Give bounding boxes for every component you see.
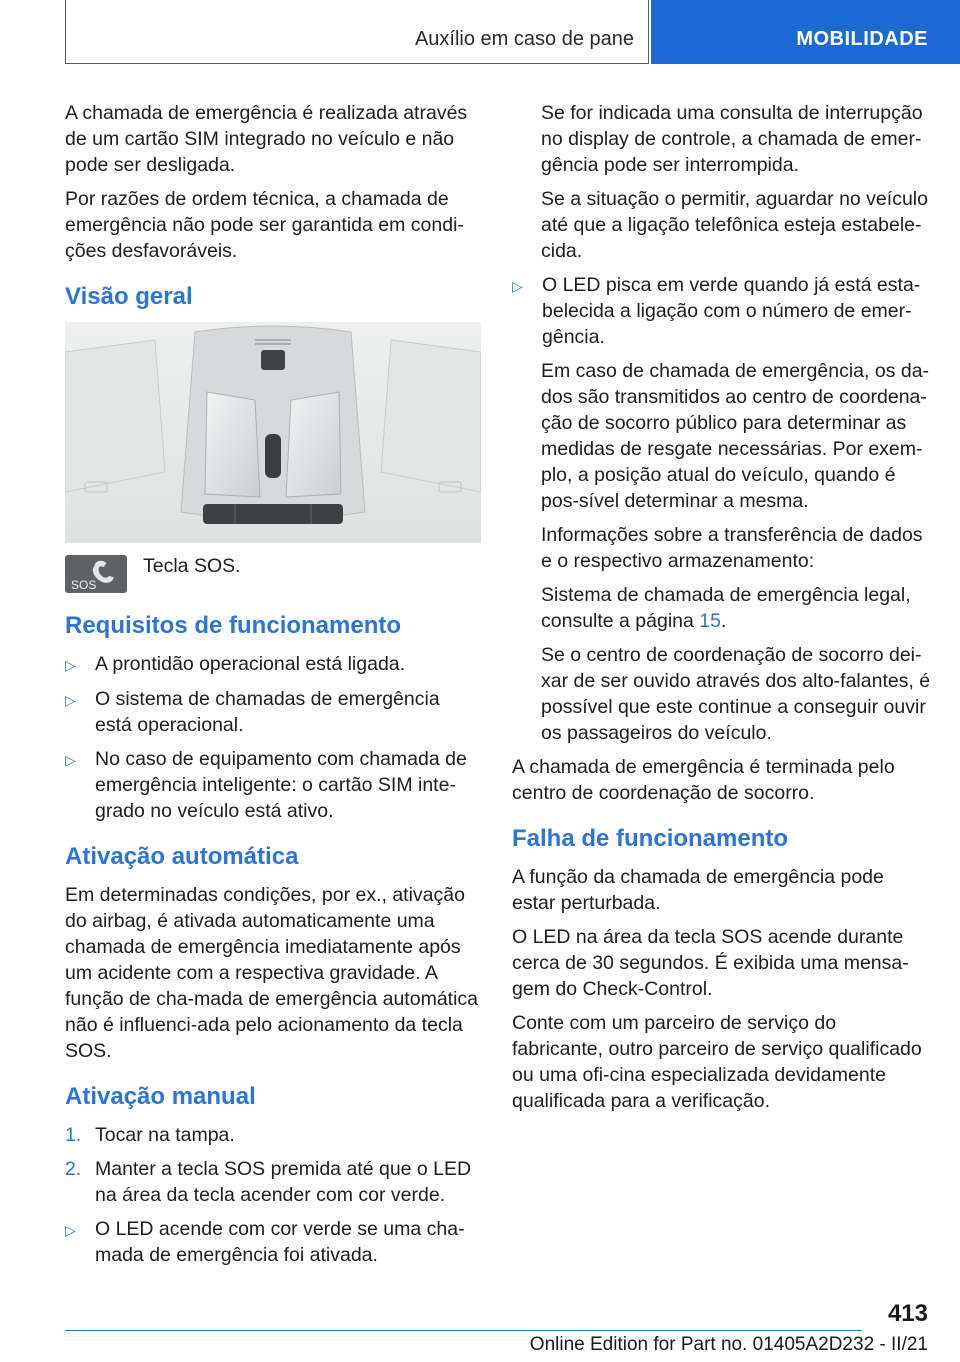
footer-divider (65, 1330, 862, 1331)
header-section-title: Auxílio em caso de pane (414, 28, 634, 50)
edition-note: Online Edition for Part no. 01405A2D232 - II/21 (529, 1334, 928, 1355)
heading-manual-activation: Ativação manual (65, 1083, 256, 1110)
step-number: 1. (65, 1124, 82, 1146)
automatic-activation-paragraph: Em determinadas condições, por ex., ativação do airbag, é ativada automaticamente uma chamada de emergência imediatamente após um acidente com a respectiva gravidade. A função de cha-mada de emergência automática não é influenci-ada pelo acionamento da tecla SOS. (65, 884, 479, 1062)
heading-malfunction: Falha de funcionamento (512, 825, 789, 852)
left-column (65, 100, 481, 1276)
heading-overview: Visão geral (65, 283, 193, 310)
indented-paragraph: Se a situação o permitir, aguardar no veículo até que a ligação telefônica esteja estabele-cida. (541, 188, 928, 262)
list-item: 1. Tocar na tampa. (65, 1124, 235, 1146)
indented-paragraph: Se o centro de coordenação de socorro dei-xar de ser ouvido através dos alto-falantes, é possível que este continue a conseguir ouvir os passageiros do veículo. (541, 644, 931, 744)
list-item: 2. Manter a tecla SOS premida até que o LED na área da tecla acender com cor verde. (65, 1158, 472, 1206)
malfunction-paragraph-2: O LED na área da tecla SOS acende durante cerca de 30 segundos. É exibida uma mensa-gem do Check-Control. (512, 926, 909, 1000)
bullet-arrow-icon: ▷ (512, 278, 523, 294)
header-section-box (65, 0, 649, 64)
malfunction-paragraph-1: A função da chamada de emergência pode estar perturbada. (512, 866, 884, 914)
heading-automatic-activation: Ativação automática (65, 843, 299, 870)
bullet-arrow-icon: ▷ (65, 692, 76, 708)
sos-key-icon (65, 555, 127, 593)
header-chapter-title: MOBILIDADE (796, 28, 928, 50)
list-item: ▷ O LED acende com cor verde se uma cha-mada de emergência foi ativada. (65, 1218, 465, 1266)
malfunction-paragraph-3: Conte com um parceiro de serviço do fabricante, outro parceiro de serviço qualificado ou uma ofi-cina especializada devidamente qualificada para a verificação. (512, 1012, 922, 1112)
list-item: ▷ O LED pisca em verde quando já está esta-belecida a ligação com o número de emer-gência. (512, 274, 921, 348)
end-call-paragraph: A chamada de emergência é terminada pelo centro de coordenação de socorro. (512, 756, 895, 804)
list-item: ▷ A prontidão operacional está ligada. (65, 651, 481, 678)
list-item: ▷ O sistema de chamadas de emergência está operacional. (65, 688, 440, 736)
page-reference-link[interactable]: 15 (699, 610, 721, 632)
header-chapter-tab[interactable] (651, 0, 960, 64)
bullet-arrow-icon: ▷ (65, 1222, 76, 1238)
page-header (65, 0, 960, 64)
indented-paragraph: Informações sobre a transferência de dados e o respectivo armazenamento: (541, 524, 923, 572)
heading-requirements: Requisitos de funcionamento (65, 612, 402, 639)
step-number: 2. (65, 1158, 82, 1180)
intro-paragraph-1: A chamada de emergência é realizada através de um cartão SIM integrado no veículo e não pode ser desligada. (65, 102, 468, 176)
sos-key-label: Tecla SOS. (143, 555, 241, 577)
list-item: ▷ No caso de equipamento com chamada de emergência inteligente: o cartão SIM inte-grado no veículo está ativo. (65, 748, 467, 822)
overhead-console-photo (65, 322, 481, 543)
right-column (512, 100, 932, 1122)
indented-paragraph: Se for indicada uma consulta de interrupção no display de controle, a chamada de emer-gência pode ser interrompida. (541, 102, 923, 176)
bullet-arrow-icon: ▷ (65, 752, 76, 768)
bullet-arrow-icon: ▷ (65, 657, 76, 673)
indented-paragraph: Sistema de chamada de emergência legal, consulte a página 15. (541, 584, 911, 632)
intro-paragraph-2: Por razões de ordem técnica, a chamada de emergência não pode ser garantida em condi-ções desfavoráveis. (65, 188, 464, 262)
sos-key-legend (65, 553, 481, 593)
page-number: 413 (887, 1300, 928, 1327)
svg-text:SOS: SOS (71, 578, 97, 592)
indented-paragraph: Em caso de chamada de emergência, os da-dos são transmitidos ao centro de coordena-ção de socorro público para determinar as medidas de resgate necessárias. Por exem-plo, a posição atual do veículo, quando é pos-sível determinar a mesma. (541, 360, 930, 512)
